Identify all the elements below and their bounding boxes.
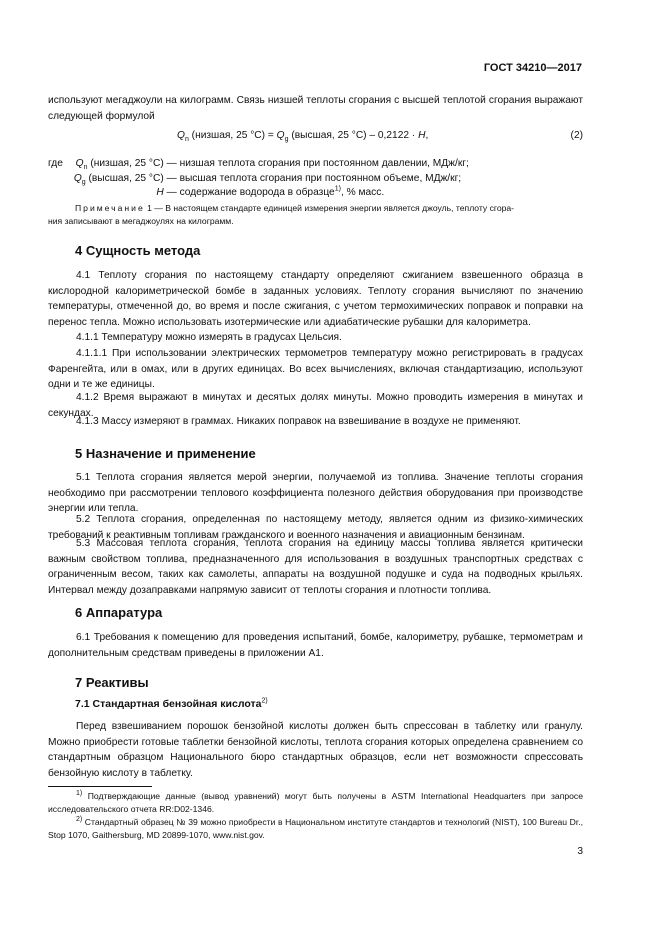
footnote-divider — [48, 786, 152, 787]
section-5-title: 5 Назначение и применение — [75, 446, 256, 461]
definition-qg: $Q_g$ (высшая, 25 °С) — высшая теплота сгорания при постоянном объеме, МДж/кг; — [73, 173, 462, 187]
section-4-1-2: 4.1.2 Время выражают в минутах и десятых долях минуты. Можно проводить измерения в минутах и секундах. — [48, 392, 583, 419]
footnote-2: $^{2)}$ Стандартный образец № 39 можно приобрести в Национальном институте стандартов и технологий (NIST), 100 Bureau Dr., Stop 1070, Gaithersburg, MD 20899-1070, www.nist.gov. — [48, 816, 583, 840]
section-6-1: 6.1 Требования к помещению для проведения испытаний, бомбе, калориметру, рубашке, термометрам и дополнительным средствам приведены в приложении А1. — [48, 632, 583, 659]
page-number: 3 — [577, 846, 583, 857]
section-5-3: 5.3 Массовая теплота сгорания, теплота сгорания на единицу массы топлива является критически важным свойством топлива, предназначенного для использования в воздушных транспортных средствах с ограниченным весом, таких как самолеты, аппараты на воздушной подушке и суда на подводных крыльях. Интервал между дозаправками напрямую зависит от теплоты сгорания и плотности топлива. — [48, 538, 583, 596]
section-4-1-1-1: 4.1.1.1 При использовании электрических термометров температуру можно регистрировать в градусах Фаренгейта, или в омах, или в других единицах. Во всех вычислениях, включая стандартизацию, используют одни и те же единицы. — [48, 348, 583, 390]
formula-2: $Q_n$ (низшая, 25 $^\circ С) = Q_g$ (высшая, 25 °С) – 0,2122 · H, — [177, 130, 429, 144]
section-7-title: 7 Реактивы — [75, 675, 149, 690]
definition-qn: где $Q_n$ (низшая, 25 °С) — низшая теплота сгорания при постоянном давлении, МДж/кг; — [48, 158, 469, 172]
section-4-1-1: 4.1.1 Температуру можно измерять в градусах Цельсия. — [76, 332, 342, 343]
section-6-title: 6 Аппаратура — [75, 605, 163, 620]
intro-paragraph: используют мегаджоули на килограмм. Связь низшей теплоты сгорания с высшей теплотой сгорания выражают следующей формулой — [48, 95, 583, 122]
section-4-1-3: 4.1.3 Массу измеряют в граммах. Никаких поправок на взвешивание в воздухе не применяют. — [76, 416, 521, 427]
standard-header: ГОСТ 34210—2017 — [483, 62, 582, 74]
footnote-1: $^{1)}$ Подтверждающие данные (вывод уравнений) могут быть получены в ASTM International Headquarters при запросе исследовательского отчета RR:D02-1346. — [48, 790, 583, 814]
section-5-1: 5.1 Теплота сгорания является мерой энергии, получаемой из топлива. Значение теплоты сгорания необходимо при рассмотрении теплового коэффициента полезного действия оборудования при производстве энергии или тепла. — [48, 472, 583, 514]
definition-h: H — содержание водорода в образце$^{1)}$, % масс. — [156, 185, 385, 198]
note-1-continued: ния записывают в мегаджоулях на килограмм. — [48, 216, 234, 226]
section-4-title: 4 Сущность метода — [75, 243, 201, 258]
note-1: Примечание 1 — В настоящем стандарте единицей измерения энергии является джоуль, теплоту сгора- — [75, 203, 515, 213]
section-4-1: 4.1 Теплоту сгорания по настоящему стандарту определяют сжиганием взвешенного образца в кислородной калориметрической бомбе в заданных условиях. Теплоту сгорания вычисляют по значению температуры, отмеченной до, во время и после сжигания, с учетом термохимических поправок и поправки на перенос тепла. Можно использовать изотермические или адиабатические рубашки для калориметра. — [48, 270, 583, 328]
section-5-2: 5.2 Теплота сгорания, определенная по настоящему методу, является одним из физико-химических требований к реактивным топливам гражданского и военного назначения и авиационным бензинам. — [48, 514, 583, 541]
section-7-1-paragraph: Перед взвешиванием порошок бензойной кислоты должен быть спрессован в таблетку или гранулу. Можно приобрести готовые таблетки бензойной кислоты, теплота сгорания которых определена сравнением со стандартным образцом Национального бюро стандартных образцов, если нет возможности спрессовать бензойную кислоту в таблетку. — [48, 721, 583, 779]
formula-number: (2) — [570, 130, 583, 141]
section-7-1-title: 7.1 Стандартная бензойная кислота$^{2)}$ — [75, 697, 268, 710]
